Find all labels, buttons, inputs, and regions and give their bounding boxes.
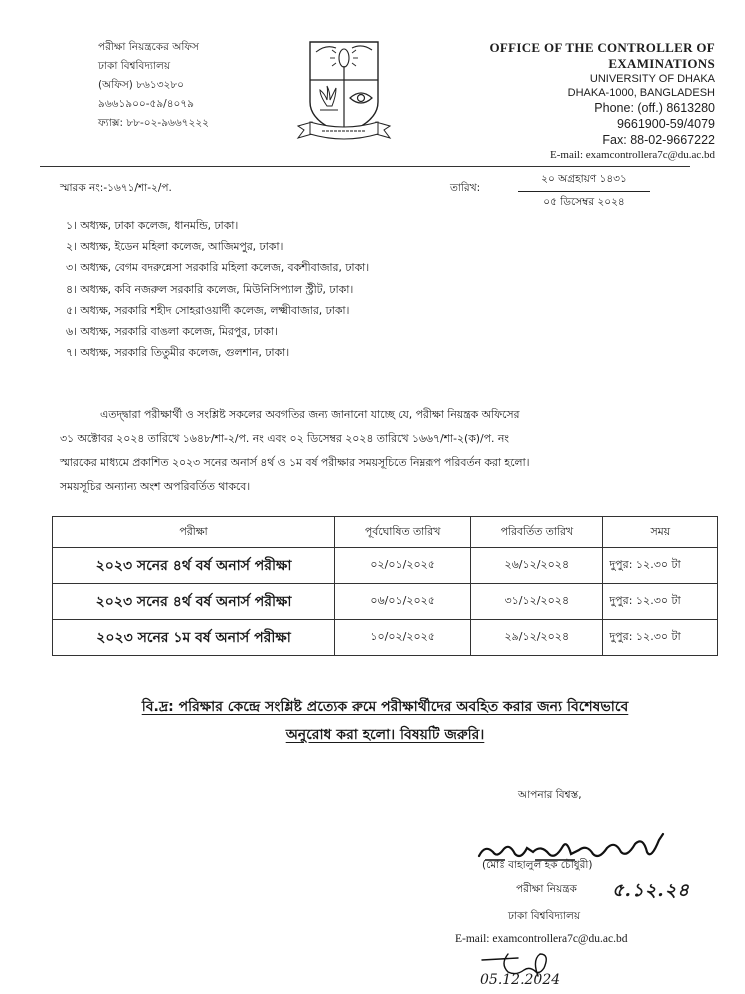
signer-name: (মোঃ বাহালুল হক চৌধুরী)	[482, 859, 593, 871]
exam-time: দুপুর: ১২.৩০ টা	[603, 548, 718, 584]
header-previous-date: পূর্বঘোষিত তারিখ	[335, 517, 471, 548]
recipient-item: ৩। অধ্যক্ষ, বেগম বদরুন্নেসা সরকারি মহিলা কলেজ, বকশীবাজার, ঢাকা।	[66, 261, 370, 275]
signer-title: পরীক্ষা নিয়ন্ত্রক	[516, 883, 577, 895]
university-name-bn: ঢাকা বিশ্ববিদ্যালয়	[98, 60, 171, 72]
exam-time: দুপুর: ১২.৩০ টা	[603, 584, 718, 620]
previous-date: ০২/০১/২০২৫	[335, 548, 471, 584]
body-line: এতদ্দ্বারা পরীক্ষার্থী ও সংশ্লিষ্ট সকলের অবগতির জন্য জানানো যাচ্ছে যে, পরীক্ষা নিয়ন্ত্রক অফিসের	[100, 408, 520, 421]
table-row	[53, 620, 718, 656]
revised-schedule-table	[52, 516, 718, 656]
signed-date: ৫.১২.২৪	[612, 880, 690, 901]
exam-name: ২০২৩ সনের ৪র্থ বর্ষ অনার্স পরীক্ষা	[53, 548, 335, 584]
recipient-item: ৫। অধ্যক্ষ, সরকারি শহীদ সোহরাওয়ার্দী কলেজ, লক্ষ্মীবাজার, ঢাকা।	[66, 303, 350, 317]
recipient-item: ১। অধ্যক্ষ, ঢাকা কলেজ, ধানমন্ডি, ঢাকা।	[66, 219, 239, 232]
note-line-2: অনুরোধ করা হলো। বিষয়টি জরুরি।	[285, 727, 485, 743]
phone-range-bn: ৯৬৬১৯০০-৫৯/৪০৭৯	[98, 98, 194, 110]
letterhead-bangla	[98, 38, 209, 133]
phone: Phone: (off.) 8613280	[594, 101, 715, 115]
revised-date: ৩১/১২/২০২৪	[471, 584, 603, 620]
body-line: সময়সূচির অন্যান্য অংশ অপরিবর্তিত থাকবে।	[60, 480, 251, 493]
date-block	[518, 172, 650, 212]
date-gregorian: ০৫ ডিসেম্বর ২০২৪	[543, 196, 625, 208]
university-crest-icon	[290, 30, 400, 142]
date-label: তারিখ:	[450, 182, 481, 194]
note-line-1: বি.দ্র: পরিক্ষার কেন্দ্রে সংশ্লিষ্ট প্রত্যেক রুমে পরীক্ষার্থীদের অবহিত করার জন্য বিশেষভাবে	[141, 699, 629, 715]
address: DHAKA-1000, BANGLADESH	[567, 87, 715, 99]
recipient-item: ৬। অধ্যক্ষ, সরকারি বাঙলা কলেজ, মিরপুর, ঢাকা।	[66, 325, 278, 339]
office-phone-bn: (অফিস) ৮৬১৩২৮০	[98, 79, 184, 91]
recipient-item: ৪। অধ্যক্ষ, কবি নজরুল সরকারি কলেজ, মিউনিসিপ্যাল স্ট্রীট, ঢাকা।	[66, 282, 354, 296]
email: E-mail: examcontrollera7c@du.ac.bd	[550, 149, 715, 161]
header-revised-date: পরিবর্তিত তারিখ	[471, 517, 603, 548]
body-line: স্মারকের মাধ্যমে প্রকাশিত ২০২৩ সনের অনার্স ৪র্থ ও ১ম বর্ষ পরীক্ষার সময়সূচিতে নিম্নরূপ পরিবর্তন করা হলো।	[60, 456, 530, 469]
recipient-item: ৭। অধ্যক্ষ, সরকারি তিতুমীর কলেজ, গুলশান, ঢাকা।	[66, 346, 290, 360]
exam-time: দুপুর: ১২.৩০ টা	[603, 620, 718, 656]
university-name: UNIVERSITY OF DHAKA	[589, 73, 715, 85]
letterhead-english	[489, 40, 715, 163]
table-header-row	[53, 517, 718, 548]
revised-date: ২৯/১২/২০২৪	[471, 620, 603, 656]
office-name-bn: পরীক্ষা নিয়ন্ত্রকের অফিস	[98, 41, 199, 53]
header-exam: পরীক্ষা	[53, 517, 335, 548]
recipient-list	[66, 215, 369, 363]
initial-date: 05.12.2024	[480, 972, 561, 988]
exam-name: ২০২৩ সনের ১ম বর্ষ অনার্স পরীক্ষা	[53, 620, 335, 656]
revised-date: ২৬/১২/২০২৪	[471, 548, 603, 584]
phone-range: 9661900-59/4079	[616, 117, 715, 131]
header-time: সময়	[603, 517, 718, 548]
recipient-item: ২। অধ্যক্ষ, ইডেন মহিলা কলেজ, আজিমপুর, ঢাকা।	[66, 240, 284, 254]
date-bangla-calendar: ২০ অগ্রহায়ণ ১৪৩১	[518, 172, 650, 192]
header-divider	[40, 166, 690, 167]
previous-date: ১০/০২/২০২৫	[335, 620, 471, 656]
body-line: ৩১ অক্টোবর ২০২৪ তারিখে ১৬৪৮/শা-২/প. নং এবং ০২ ডিসেম্বর ২০২৪ তারিখে ১৬৬৭/শা-২(ক)/প. নং	[60, 432, 509, 445]
previous-date: ০৬/০১/২০২৫	[335, 584, 471, 620]
signer-organization: ঢাকা বিশ্ববিদ্যালয়	[508, 910, 581, 922]
memo-reference: স্মারক নং:-১৬৭১/শা-২/প.	[60, 182, 172, 194]
table-row	[53, 548, 718, 584]
office-title-line2: EXAMINATIONS	[608, 56, 715, 71]
closing-salutation: আপনার বিশ্বস্ত,	[518, 789, 582, 801]
signer-email: E-mail: examcontrollera7c@du.ac.bd	[455, 933, 628, 945]
exam-name: ২০২৩ সনের ৪র্থ বর্ষ অনার্স পরীক্ষা	[53, 584, 335, 620]
fax-bn: ফ্যাক্স: ৮৮-০২-৯৬৬৭২২২	[98, 117, 209, 129]
fax: Fax: 88-02-9667222	[602, 133, 715, 147]
table-row	[53, 584, 718, 620]
notice-body	[60, 403, 690, 499]
office-title-line1: OFFICE OF THE CONTROLLER OF	[489, 40, 715, 55]
special-note	[52, 693, 718, 749]
